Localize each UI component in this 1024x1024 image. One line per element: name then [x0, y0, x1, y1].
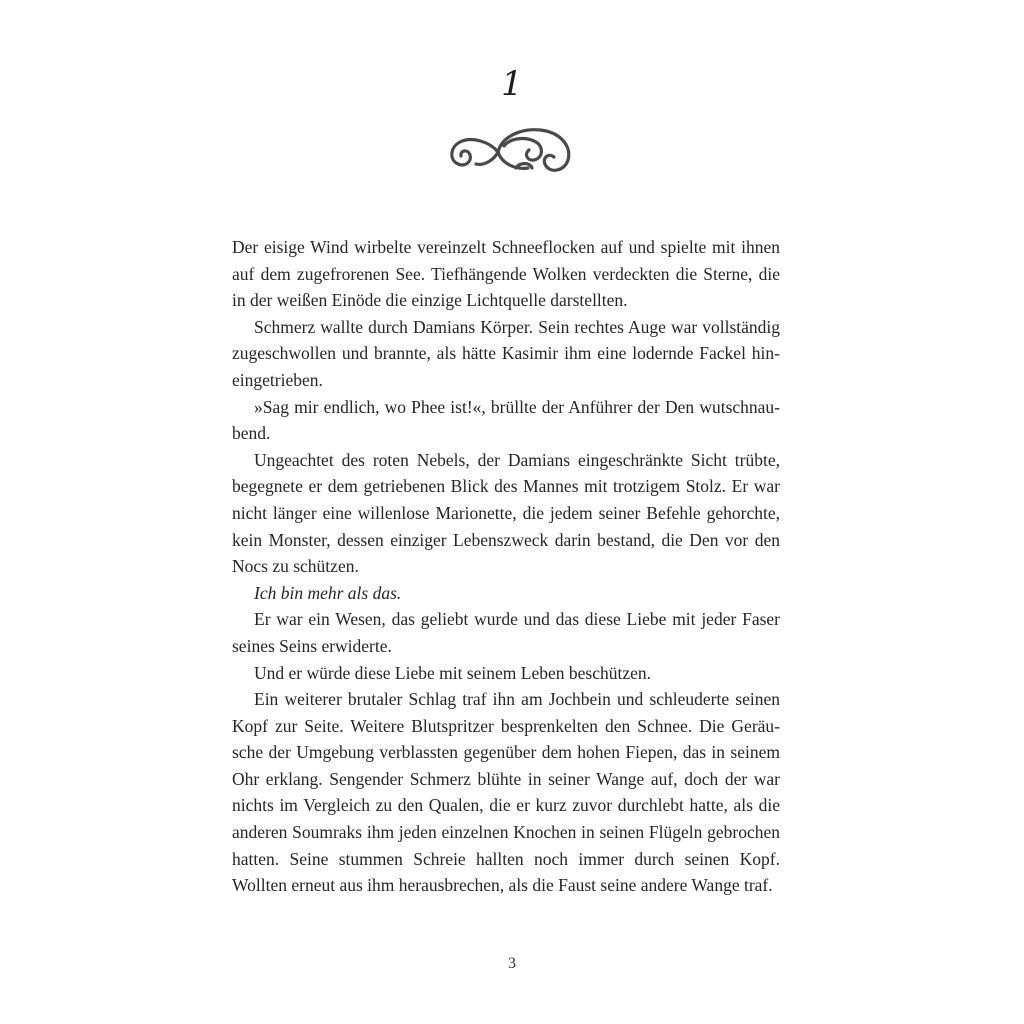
chapter-number: 1 — [501, 64, 523, 104]
body-paragraph: Schmerz wallte durch Damians Körper. Sein rechtes Auge war vollständig zugeschwollen und brannte, als hätte Kasimir ihm eine lodernde Fackel hineingetrieben. — [232, 316, 780, 390]
body-paragraph: »Sag mir endlich, wo Phee ist!«, brüllte der Anführer der Den wutschnaubend. — [232, 396, 780, 444]
swirl-ornament-icon — [446, 122, 578, 178]
body-paragraph: Ein weiterer brutaler Schlag traf ihn am Jochbein und schleuderte seinen Kopf zur Seite. Weitere Blutspritzer besprenkelten den Schnee. Die Geräusche der Umgebung verblassten gegenüber dem hohen Fiepen, das in seinem Ohr erklang. Sengender Schmerz blühte in seiner Wange auf, doch der war nichts im Vergleich zu den Qualen, die er kurz zuvor durchlebt hatte, als die anderen Soumraks ihm jeden einzelnen Knochen in seinen Flügeln gebrochen hatten. Seine stummen Schreie hallten noch immer durch seinen Kopf. Wollten erneut aus ihm herausbrechen, als die Faust seine andere Wange traf. — [232, 689, 780, 896]
body-paragraph: Der eisige Wind wirbelte vereinzelt Schneeflocken auf und spielte mit ihnen auf dem zugefrorenen See. Tiefhängende Wolken verdeckten die Sterne, die in der weißen Einöde die einzige Lichtquelle darstellten. — [232, 237, 780, 311]
chapter-body-text — [232, 234, 780, 899]
page-number: 3 — [508, 955, 516, 972]
body-paragraph: Ungeachtet des roten Nebels, der Damians eingeschränkte Sicht trübte, begegnete er dem getriebenen Blick des Mannes mit trotzigem Stolz. Er war nicht länger eine willenlose Marionette, die jedem seiner Befehle gehorchte, kein Monster, dessen einziger Lebenszweck darin bestand, die Den vor den Nocs zu schützen. — [232, 449, 780, 577]
body-paragraph: Und er würde diese Liebe mit seinem Leben beschützen. — [254, 662, 652, 683]
body-paragraph: Er war ein Wesen, das geliebt wurde und das diese Liebe mit jeder Faser seines Seins erwiderte. — [232, 609, 780, 656]
italic-thought-paragraph: Ich bin mehr als das. — [254, 582, 402, 603]
